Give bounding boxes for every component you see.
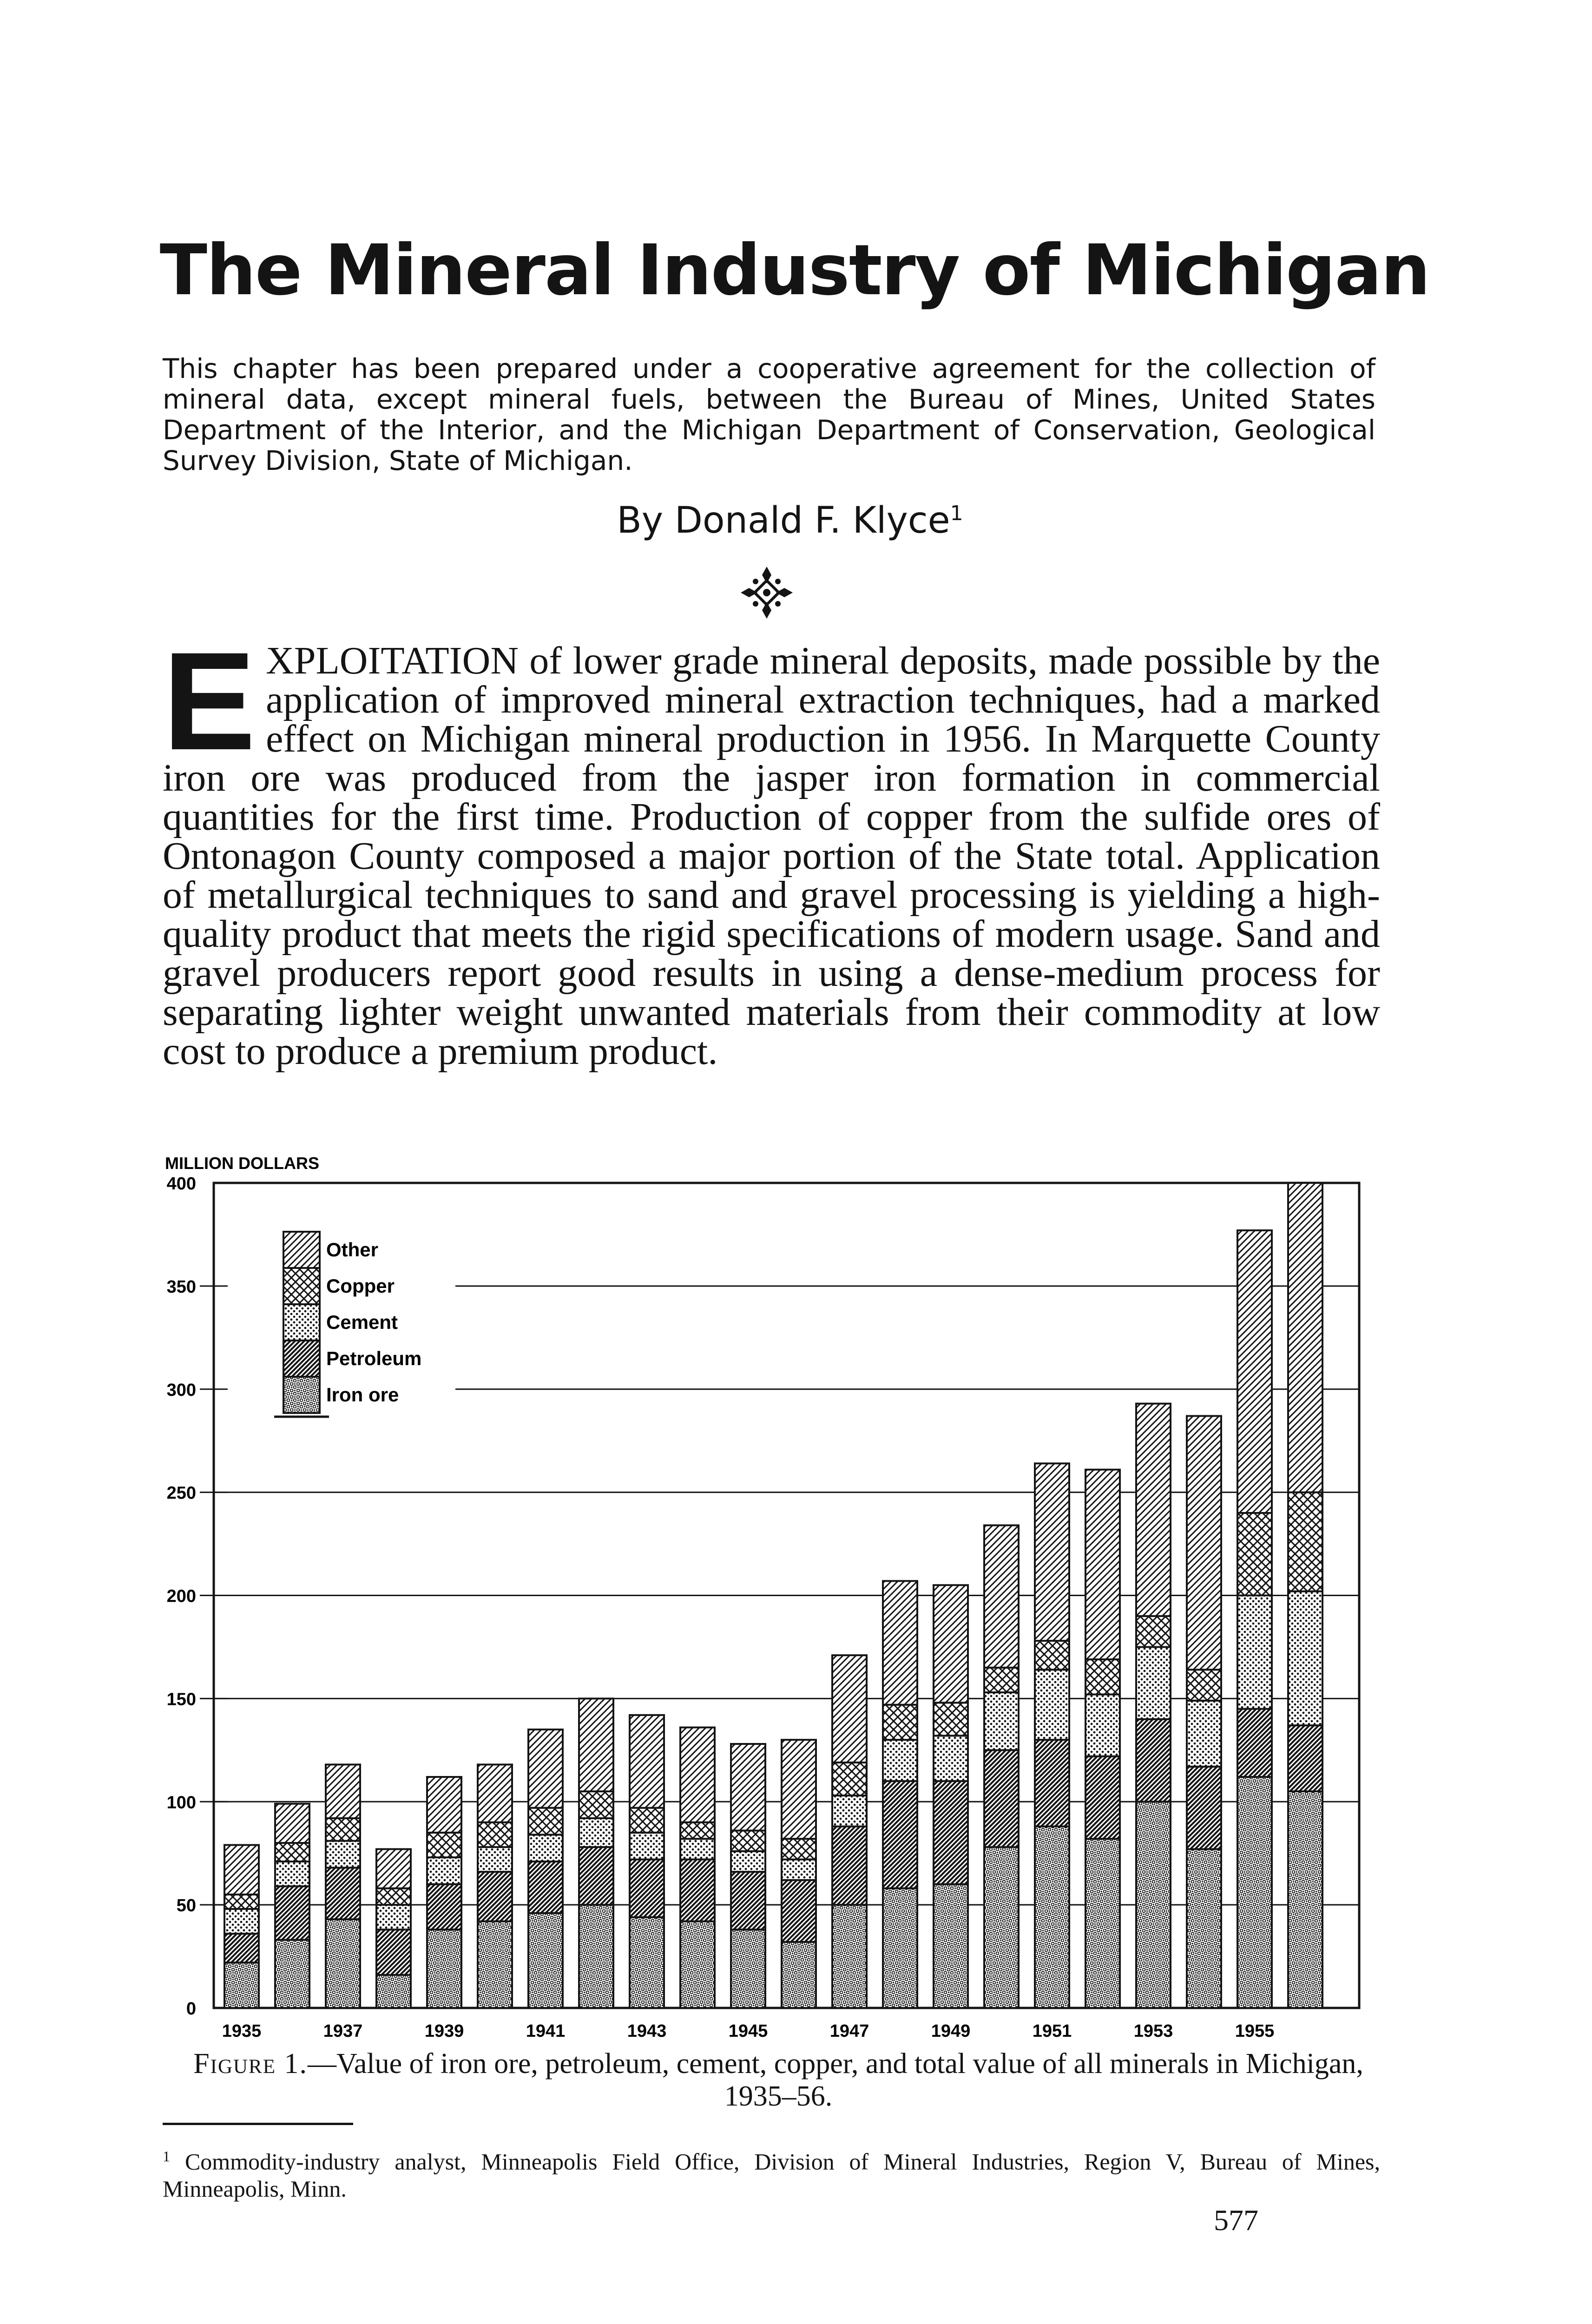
bar-segment-iron-ore (1237, 1777, 1272, 2008)
bar-segment-other (1035, 1464, 1069, 1641)
bar-1956 (1288, 1183, 1322, 2008)
bar-1945 (731, 1744, 765, 2008)
bar-segment-petroleum (1136, 1719, 1171, 1802)
bar-segment-copper (275, 1843, 309, 1862)
y-tick-label: 150 (166, 1690, 196, 1710)
bar-segment-petroleum (1035, 1740, 1069, 1826)
y-axis-ticks (167, 1174, 228, 2019)
bar-segment-copper (478, 1822, 512, 1847)
x-tick-label: 1939 (424, 2021, 464, 2040)
bar-segment-petroleum (984, 1750, 1019, 1847)
author-name: By Donald F. Klyce (617, 500, 950, 541)
y-tick-label: 200 (166, 1586, 196, 1606)
bar-segment-iron-ore (478, 1921, 512, 2008)
bar-segment-petroleum (579, 1847, 613, 1905)
bar-1941 (528, 1730, 563, 2008)
bar-1939 (427, 1777, 461, 2008)
bar-segment-cement (883, 1740, 917, 1781)
bar-segment-other (782, 1740, 816, 1839)
bar-segment-iron-ore (427, 1929, 461, 2008)
legend-swatch-other (283, 1232, 320, 1268)
footnote-mark: 1 (950, 502, 963, 525)
bar-segment-petroleum (630, 1860, 664, 1917)
bar-segment-petroleum (883, 1781, 917, 1888)
bar-segment-cement (528, 1835, 563, 1862)
bar-1953 (1136, 1404, 1171, 2008)
bar-segment-cement (984, 1692, 1019, 1750)
bar-segment-copper (934, 1703, 968, 1736)
bar-1938 (376, 1849, 411, 2008)
bar-1936 (275, 1804, 309, 2008)
bar-segment-copper (1136, 1616, 1171, 1647)
bar-segment-other (478, 1764, 512, 1822)
bar-segment-other (528, 1730, 563, 1808)
bar-segment-cement (478, 1847, 512, 1872)
bar-1951 (1035, 1464, 1069, 2008)
bar-segment-cement (630, 1833, 664, 1860)
legend-swatch-petroleum (283, 1340, 320, 1377)
body-text: XPLOITATION of lower grade mineral deposits, made possible by the application of improved mineral extraction techniques, had a marked effect on Michigan mineral production in 1956. In Marquette County iron ore was produced from the jasper iron formation in commercial quantities for the first time. Production of copper from the sulfide ores of Ontonagon County composed a major portion of the State total. Application of metallurgical techniques to sand and gravel processing is yielding a high-quality product that meets the rigid specifications of modern usage. Sand and gravel producers report good results in using a dense-medium process for separating lighter weight unwanted materials from their commodity at low cost to produce a premium product. (163, 639, 1380, 1073)
bar-segment-copper (782, 1839, 816, 1859)
drop-cap: E (163, 623, 256, 779)
bar-segment-cement (326, 1841, 360, 1868)
x-tick-label: 1937 (323, 2021, 363, 2040)
bar-segment-copper (579, 1791, 613, 1818)
bar-1950 (984, 1525, 1019, 2008)
fleuron-ornament-icon (739, 565, 795, 621)
legend-label: Petroleum (326, 1347, 422, 1369)
bar-segment-other (731, 1744, 765, 1830)
y-tick-label: 250 (166, 1483, 196, 1503)
bar-segment-iron-ore (579, 1905, 613, 2008)
bar-segment-other (579, 1698, 613, 1791)
bar-segment-iron-ore (1035, 1827, 1069, 2008)
bar-segment-copper (376, 1888, 411, 1905)
bar-segment-iron-ore (934, 1884, 968, 2008)
bar-segment-copper (1035, 1641, 1069, 1670)
bar-segment-other (326, 1764, 360, 1818)
bar-segment-petroleum (275, 1886, 309, 1940)
bar-segment-cement (376, 1905, 411, 1929)
legend-label: Iron ore (326, 1384, 399, 1406)
footnote (163, 2143, 1380, 2202)
bar-1937 (326, 1764, 360, 2008)
legend-swatch-cement (283, 1304, 320, 1340)
bar-segment-cement (1136, 1647, 1171, 1719)
x-tick-label: 1953 (1133, 2021, 1173, 2040)
bar-segment-other (1288, 1183, 1322, 1492)
bar-segment-copper (630, 1808, 664, 1833)
bar-segment-other (934, 1585, 968, 1703)
bar-segment-other (680, 1728, 715, 1822)
bar-segment-copper (883, 1705, 917, 1740)
bar-segment-iron-ore (731, 1929, 765, 2008)
legend-swatch-iron-ore (283, 1377, 320, 1413)
bar-1946 (782, 1740, 816, 2008)
bar-segment-petroleum (1288, 1725, 1322, 1791)
bar-segment-cement (427, 1857, 461, 1884)
footnote-rule (163, 2123, 353, 2125)
bar-1952 (1085, 1470, 1120, 2008)
y-axis-title: MILLION DOLLARS (165, 1154, 319, 1173)
bar-segment-iron-ore (883, 1888, 917, 2008)
x-tick-label: 1941 (526, 2021, 566, 2040)
bar-segment-iron-ore (326, 1919, 360, 2008)
bar-segment-cement (832, 1796, 867, 1827)
bar-segment-cement (1187, 1701, 1221, 1767)
y-tick-label: 400 (166, 1174, 196, 1194)
bar-segment-cement (579, 1818, 613, 1847)
bar-segment-copper (832, 1763, 867, 1796)
bar-segment-copper (326, 1818, 360, 1841)
x-tick-label: 1935 (222, 2021, 262, 2040)
bar-segment-cement (1288, 1591, 1322, 1725)
bar-1955 (1237, 1230, 1272, 2008)
bar-segment-iron-ore (528, 1913, 563, 2008)
bar-segment-iron-ore (680, 1921, 715, 2008)
bar-segment-petroleum (782, 1880, 816, 1942)
bar-segment-other (1237, 1230, 1272, 1513)
bar-segment-cement (680, 1839, 715, 1859)
bar-segment-petroleum (376, 1929, 411, 1975)
caption-text: —Value of iron ore, petroleum, cement, copper, and total value of all minerals in Michigan, 1935–56. (308, 2048, 1363, 2112)
bar-segment-petroleum (478, 1872, 512, 1921)
bar-segment-other (984, 1525, 1019, 1668)
bar-segment-cement (275, 1862, 309, 1886)
bar-1947 (832, 1655, 867, 2008)
bar-segment-other (1085, 1470, 1120, 1659)
bar-segment-petroleum (832, 1827, 867, 1905)
bar-segment-cement (1237, 1596, 1272, 1709)
bar-segment-iron-ore (782, 1942, 816, 2008)
y-tick-label: 300 (166, 1380, 196, 1400)
legend-swatch-copper (283, 1268, 320, 1304)
body-paragraph (163, 623, 1380, 1073)
bar-segment-petroleum (427, 1884, 461, 1930)
bar-segment-other (1136, 1404, 1171, 1616)
bar-segment-petroleum (224, 1934, 259, 1962)
bar-1935 (224, 1845, 259, 2008)
intro-paragraph: This chapter has been prepared under a cooperative agreement for the collection of mineral data, except mineral fuels, between the Bureau of Mines, United States Department of the Interior, and the Michigan Department of Conservation, Geological Survey Division, State of Michigan. (163, 353, 1375, 476)
bar-segment-other (427, 1777, 461, 1833)
stacked-bar-chart (153, 1148, 1389, 2040)
legend-label: Copper (326, 1275, 395, 1297)
bar-segment-copper (528, 1808, 563, 1835)
bar-segment-cement (731, 1851, 765, 1872)
legend-label: Cement (326, 1311, 398, 1333)
bar-1944 (680, 1728, 715, 2008)
bar-segment-copper (427, 1833, 461, 1857)
bar-segment-other (832, 1655, 867, 1763)
y-tick-label: 50 (176, 1896, 196, 1916)
bar-segment-iron-ore (224, 1962, 259, 2008)
bar-1942 (579, 1698, 613, 2008)
bar-1940 (478, 1764, 512, 2008)
bar-1954 (1187, 1416, 1221, 2008)
bar-segment-petroleum (326, 1868, 360, 1919)
y-tick-label: 0 (186, 1999, 196, 2019)
bar-segment-copper (1237, 1513, 1272, 1596)
bar-segment-copper (1187, 1670, 1221, 1701)
page-number: 577 (1214, 2204, 1258, 2237)
bar-segment-other (630, 1715, 664, 1808)
bar-segment-copper (984, 1668, 1019, 1692)
bar-segment-iron-ore (1085, 1839, 1120, 2008)
bar-segment-cement (1085, 1695, 1120, 1756)
bar-segment-iron-ore (630, 1917, 664, 2008)
bar-segment-iron-ore (984, 1847, 1019, 2008)
bar-segment-petroleum (731, 1872, 765, 1929)
bar-segment-other (883, 1581, 917, 1704)
y-tick-label: 100 (166, 1793, 196, 1813)
bar-segment-petroleum (1085, 1756, 1120, 1839)
footnote-number: 1 (163, 2148, 170, 2165)
x-tick-label: 1955 (1235, 2021, 1275, 2040)
bar-1949 (934, 1585, 968, 2008)
legend (274, 1227, 451, 1418)
bar-segment-cement (934, 1736, 968, 1781)
bar-segment-cement (782, 1860, 816, 1880)
bar-1948 (883, 1581, 917, 2008)
y-tick-label: 350 (166, 1277, 196, 1297)
bar-segment-other (376, 1849, 411, 1888)
bar-segment-copper (1288, 1492, 1322, 1591)
bar-segment-petroleum (528, 1862, 563, 1913)
bar-segment-iron-ore (1288, 1791, 1322, 2008)
legend-label: Other (326, 1239, 379, 1261)
bar-segment-iron-ore (1136, 1802, 1171, 2008)
bar-segment-other (275, 1804, 309, 1843)
page-title: The Mineral Industry of Michigan (159, 230, 1430, 311)
bar-segment-other (224, 1845, 259, 1895)
x-tick-label: 1943 (627, 2021, 667, 2040)
x-tick-label: 1945 (728, 2021, 768, 2040)
bar-segment-copper (1085, 1659, 1120, 1694)
bar-segment-cement (1035, 1670, 1069, 1740)
bar-segment-other (1187, 1416, 1221, 1670)
byline (465, 500, 1115, 541)
x-axis-ticks (222, 2021, 1275, 2040)
bar-segment-petroleum (934, 1781, 968, 1884)
bar-segment-petroleum (680, 1860, 715, 1921)
x-tick-label: 1949 (931, 2021, 971, 2040)
bar-segment-cement (224, 1909, 259, 1934)
footnote-text: Commodity-industry analyst, Minneapolis Field Office, Division of Mineral Industries, Region V, Bureau of Mines, Minneapolis, Minn. (163, 2148, 1380, 2202)
figure-label: Figure 1. (193, 2048, 308, 2080)
bar-1943 (630, 1715, 664, 2008)
bar-segment-copper (680, 1822, 715, 1839)
x-tick-label: 1951 (1032, 2021, 1072, 2040)
bar-segment-petroleum (1187, 1767, 1221, 1849)
bar-segment-copper (224, 1895, 259, 1909)
bar-segment-iron-ore (376, 1975, 411, 2008)
bar-segment-iron-ore (275, 1940, 309, 2008)
bar-segment-petroleum (1237, 1709, 1272, 1777)
bar-segment-copper (731, 1830, 765, 1851)
bar-segment-iron-ore (832, 1905, 867, 2008)
figure-caption (163, 2047, 1394, 2113)
x-tick-label: 1947 (829, 2021, 869, 2040)
bar-segment-iron-ore (1187, 1849, 1221, 2008)
